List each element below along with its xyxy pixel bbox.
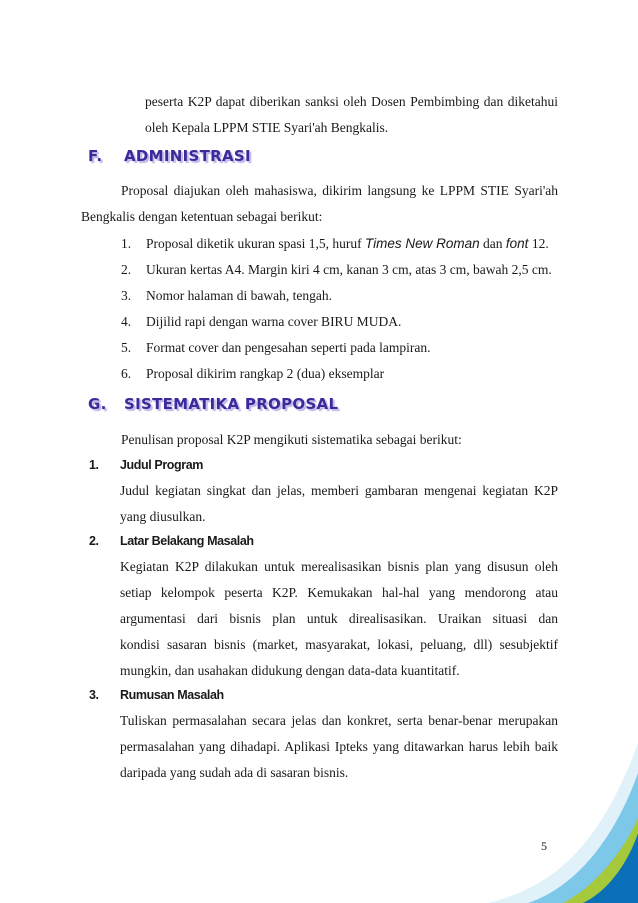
intro-line-2: oleh Kepala LPPM STIE Syari'ah Bengkalis.: [145, 120, 389, 135]
paragraph-line: setiap kelompok peserta K2P. Kemukakan hal-hal yang mendorong atau: [120, 585, 558, 600]
paragraph-line: daripada yang sudah ada di sasaran bisnis.: [120, 765, 349, 780]
subheading-number: 3.: [89, 688, 99, 702]
paragraph-line: permasalahan yang dihadapi. Aplikasi Ipteks yang ditawarkan harus lebih baik: [120, 739, 558, 754]
section-g-title: SISTEMATIKA PROPOSAL: [124, 395, 339, 413]
subheading-judul-program: [89, 456, 203, 474]
subheading-latar-belakang: [89, 532, 254, 550]
section-g-intro: Penulisan proposal K2P mengikuti sistematika sebagai berikut:: [121, 432, 462, 447]
list-item: [146, 235, 549, 253]
subheading-title: Rumusan Masalah: [120, 688, 224, 702]
list-item-number: 4.: [121, 314, 132, 329]
list-item: Format cover dan pengesahan seperti pada lampiran.: [146, 340, 431, 355]
subheading-title: Latar Belakang Masalah: [120, 534, 254, 548]
section-f-para-line-2: Bengkalis dengan ketentuan sebagai berikut:: [81, 209, 323, 224]
section-f-letter: F.: [88, 147, 103, 165]
section-f-title: ADMINISTRASI: [124, 147, 251, 165]
subheading-rumusan-masalah: [89, 686, 224, 704]
list-item-text: dan: [479, 236, 506, 251]
subheading-title: Judul Program: [120, 458, 204, 472]
list-item-number: 1.: [121, 236, 132, 251]
paragraph-line: Judul kegiatan singkat dan jelas, memberi gambaran mengenai kegiatan K2P: [120, 483, 558, 498]
list-item-text: Proposal diketik ukuran spasi 1,5, huruf: [146, 236, 365, 251]
paragraph-line: kondisi sasaran bisnis (market, masyarakat, lokasi, peluang, dll) sesubjektif: [120, 637, 558, 652]
corner-wave-decoration: [398, 703, 638, 903]
list-item-number: 2.: [121, 262, 132, 277]
list-item: Proposal dikirim rangkap 2 (dua) eksemplar: [146, 366, 385, 381]
list-item-text: 12.: [528, 236, 549, 251]
section-f-para-line-1: Proposal diajukan oleh mahasiswa, dikirim langsung ke LPPM STIE Syari'ah: [121, 183, 558, 198]
list-item-italic: font: [505, 236, 529, 251]
list-item-number: 6.: [121, 366, 132, 381]
list-item-number: 5.: [121, 340, 132, 355]
section-g-letter: G.: [88, 395, 107, 413]
paragraph-line: Tuliskan permasalahan secara jelas dan konkret, serta benar-benar merupakan: [120, 713, 558, 728]
list-item-number: 3.: [121, 288, 132, 303]
paragraph-line: argumentasi dari bisnis plan untuk direalisasikan. Uraikan situasi dan: [120, 611, 558, 626]
paragraph-line: mungkin, dan usahakan didukung dengan data-data kuantitatif.: [120, 663, 460, 678]
list-item: Dijilid rapi dengan warna cover BIRU MUDA.: [146, 314, 402, 329]
list-item: Ukuran kertas A4. Margin kiri 4 cm, kanan 3 cm, atas 3 cm, bawah 2,5 cm.: [146, 262, 552, 277]
subheading-number: 1.: [89, 458, 99, 472]
subheading-number: 2.: [89, 534, 99, 548]
list-item-italic: Times New Roman: [364, 236, 480, 251]
section-g-heading: [88, 394, 338, 414]
paragraph-line: Kegiatan K2P dilakukan untuk merealisasikan bisnis plan yang disusun oleh: [120, 559, 558, 574]
page-number: 5: [541, 839, 547, 853]
section-f-heading: [88, 146, 251, 166]
paragraph-line: yang diusulkan.: [120, 509, 206, 524]
intro-line-1: peserta K2P dapat diberikan sanksi oleh Dosen Pembimbing dan diketahui: [145, 94, 558, 109]
list-item: Nomor halaman di bawah, tengah.: [146, 288, 332, 303]
